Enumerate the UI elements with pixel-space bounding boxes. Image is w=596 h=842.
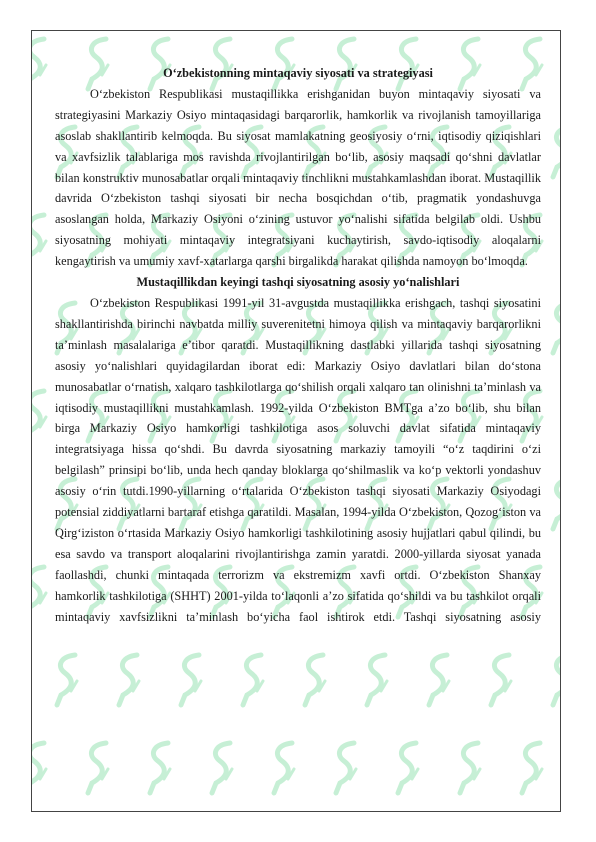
- document-body: [55, 63, 541, 627]
- paragraph-main: O‘zbekiston Respublikasi 1991-yil 31-avgustda mustaqillikka erishgach, tashqi siyosatini shakllantirishda birinchi navbatda milliy suverenitetni himoya qilish va mintaqaviy barqarorlikni ta’minlash masalalariga e’tibor qaratdi. Mustaqillikning dastlabki yillarida tashqi siyosatning asosiy yo‘nalishlari quyidagilardan iborat edi: Markaziy Osiyo davlatlari bilan do‘stona munosabatlar o‘rnatish, xalqaro tashkilotlarga qo‘shilish orqali xalqaro tan olinishni ta’minlash va iqtisodiy mustaqillikni mustahkamlash. 1992-yilda O‘zbekiston BMTga a’zo bo‘lib, shu bilan birga Markaziy Osiyo hamkorligi tashkilotiga asos soluvchi davlat sifatida mintaqaviy integratsiyaga hissa qo‘shdi. Bu davrda siyosatning markaziy tamoyili “o‘z taqdirini o‘zi belgilash” prinsipi bo‘lib, unda hech qanday bloklarga qo‘shilmaslik va ko‘p vektorli yondashuv asosiy o‘rin tutdi.1990-yillarning o‘rtalarida O‘zbekiston tashqi siyosati Markaziy Osiyodagi potensial ziddiyatlarni bartaraf etishga qaratildi. Masalan, 1994-yilda O‘zbekiston, Qozog‘iston va Qirg‘iziston o‘rtasida Markaziy Osiyo hamkorligi tashkilotining asosiy hujjatlari qabul qilindi, bu esa savdo va transport aloqalarini rivojlantirishga zamin yaratdi. 2000-yillarda siyosat yanada faollashdi, chunki mintaqada terrorizm va ekstremizm xavfi ortdi. O‘zbekiston Shanxay hamkorlik tashkilotiga (SHHT) 2001-yilda to‘laqonli a’zo sifatida qo‘shildi va bu tashkilot orqali mintaqaviy xavfsizlikni ta’minlash bo‘yicha faol ishtirok etdi. Tashqi siyosatning asosiy: [55, 295, 541, 624]
- section-heading: Mustaqillikdan keyingi tashqi siyosatning asosiy yo‘nalishlari: [136, 275, 460, 290]
- paragraph-intro: O‘zbekiston Respublikasi mustaqillikka erishganidan buyon mintaqaviy siyosati va strategiyasini Markaziy Osiyo mintaqasidagi barqarorlik, hamkorlik va rivojlanish tamoyillariga asoslab shakllantirib kelmoqda. Bu siyosat mamlakatning geosiyosiy o‘rni, iqtisodiy qiziqishlari va xavfsizlik talablariga mos ravishda rivojlantirilgan bo‘lib, asosiy maqsadi qo‘shni davlatlar bilan konstruktiv munosabatlar orqali mintaqaviy tinchlikni mustahkamlashdan iborat. Mustaqillik davrida O‘zbekiston tashqi siyosati bir necha bosqichdan o‘tib, pragmatik yondashuvga asoslangan holda, Markaziy Osiyoni o‘zining ustuvor yo‘nalishi sifatida belgilab oldi. Ushbu siyosatning mohiyati mintaqaviy integratsiyani kuchaytirish, savdo-iqtisodiy aloqalarni kengaytirish va umumiy xavf-xatarlarga qarshi birgalikda harakat qilishda namoyon bo‘lmoqda.: [55, 86, 541, 269]
- document-title: O‘zbekistonning mintaqaviy siyosati va strategiyasi: [163, 66, 433, 80]
